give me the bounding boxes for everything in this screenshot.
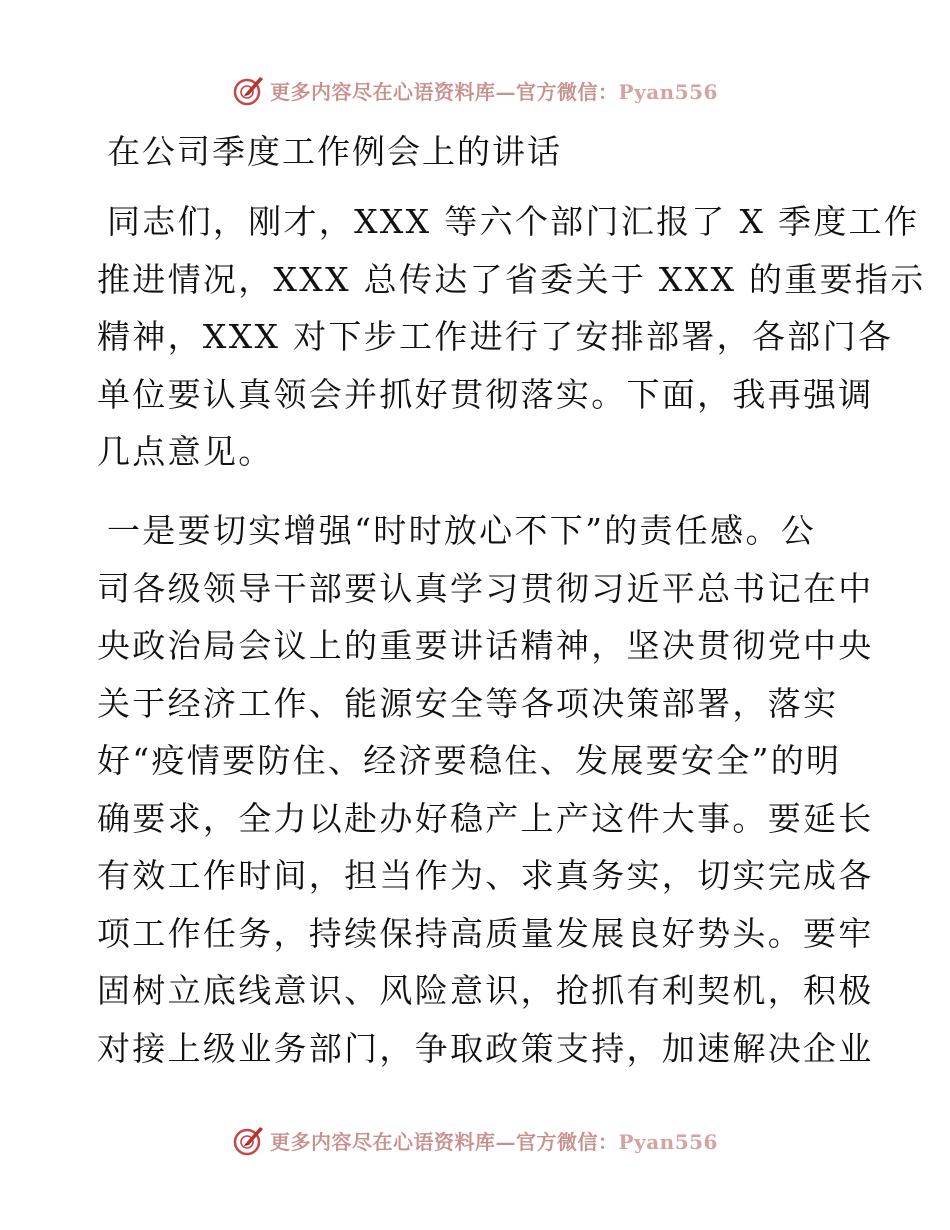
footer-watermark-brand: Pyan556 bbox=[618, 1129, 718, 1154]
header-watermark-brand: Pyan556 bbox=[618, 79, 718, 104]
paragraph-1 bbox=[97, 193, 926, 481]
paragraph-line: 固树立底线意识、风险意识，抢抓有利契机，积极 bbox=[97, 971, 874, 1010]
paragraph-line: 司各级领导干部要认真学习贯彻习近平总书记在中 bbox=[97, 568, 874, 608]
paragraph-line: 一是要切实增强“时时放心不下”的责任感。公 bbox=[107, 511, 817, 550]
paragraph-line: 确要求，全力以赴办好稳产上产这件大事。要延长 bbox=[97, 798, 874, 838]
paragraph-line: 项工作任务，持续保持高质量发展良好势头。要牢 bbox=[97, 913, 874, 953]
header-watermark-text: 更多内容尽在心语资料库—官方微信：Pyan556 bbox=[270, 79, 718, 104]
paragraph-line: 关于经济工作、能源安全等各项决策部署，落实 bbox=[97, 683, 839, 723]
quill-logo-icon bbox=[232, 73, 266, 107]
page-title: 在公司季度工作例会上的讲话 bbox=[107, 132, 562, 171]
paragraph-line: 对接上级业务部门，争取政策支持，加速解决企业 bbox=[97, 1028, 874, 1068]
paragraph-line: 推进情况，XXX 总传达了省委关于 XXX 的重要指示 bbox=[97, 259, 926, 299]
paragraph-line: 央政治局会议上的重要讲话精神，坚决贯彻党中央 bbox=[97, 626, 874, 665]
quill-logo-icon bbox=[232, 1123, 266, 1157]
paragraph-line: 好“疫情要防住、经济要稳住、发展要安全”的明 bbox=[97, 741, 842, 780]
paragraph-line: 有效工作时间，担当作为、求真务实，切实完成各 bbox=[97, 856, 874, 895]
header-watermark-banner bbox=[0, 72, 950, 108]
footer-watermark-text: 更多内容尽在心语资料库—官方微信：Pyan556 bbox=[270, 1129, 718, 1154]
paragraph-line: 几点意见。 bbox=[97, 432, 274, 471]
paragraph-2 bbox=[97, 502, 874, 1077]
paragraph-line: 单位要认真领会并抓好贯彻落实。下面，我再强调 bbox=[97, 374, 874, 414]
paragraph-line: 精神，XXX 对下步工作进行了安排部署，各部门各 bbox=[97, 317, 894, 356]
footer-watermark-banner bbox=[0, 1122, 950, 1158]
paragraph-line: 同志们，刚才，XXX 等六个部门汇报了 X 季度工作 bbox=[107, 202, 920, 241]
